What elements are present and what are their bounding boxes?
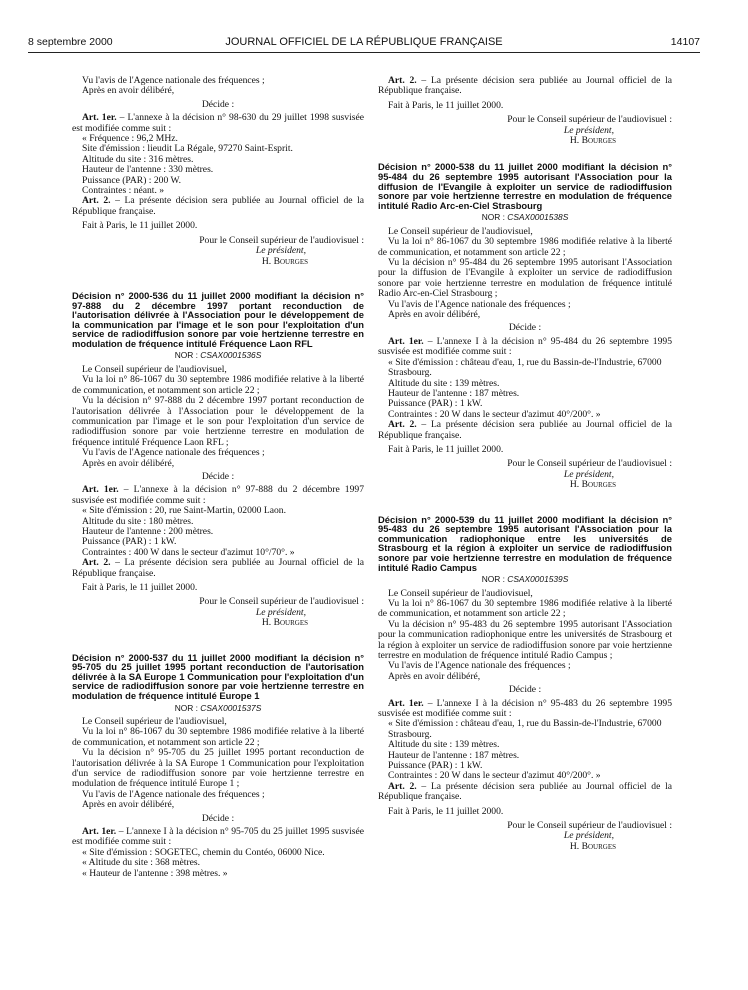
article-text: – L'annexe I à la décision n° 95-483 du 26 septembre 1995 susvisée est modifiée comme suit : (378, 697, 672, 719)
article-1 (378, 699, 672, 720)
article-text: – La présente décision sera publiée au Journal officiel de la République française. (378, 780, 672, 803)
nor-label: NOR : (481, 574, 508, 585)
annex-item: « Site d'émission : SOGETEC, chemin du Contéo, 06000 Nice. (82, 846, 325, 858)
signature-name: H. Bourges (261, 617, 308, 629)
text-line: Le Conseil supérieur de l'audiovisuel, (388, 225, 533, 237)
text-line: Le Conseil supérieur de l'audiovisuel, (82, 363, 227, 375)
signature-name: H. Bourges (569, 135, 616, 147)
article-label: Art. 2. (388, 780, 417, 792)
signature-line: Pour le Conseil supérieur de l'audiovisuel : (199, 234, 364, 246)
article-2 (378, 420, 672, 441)
article-label: Art. 1er. (82, 484, 119, 496)
header-date: 8 septembre 2000 (28, 36, 113, 48)
annex-item: Altitude du site : 316 mètres. (82, 153, 194, 165)
decide-heading: Décide : (508, 684, 542, 696)
text-line: Vu l'avis de l'Agence nationale des fréquences ; (82, 447, 265, 459)
annex-item: Altitude du site : 180 mètres. (82, 515, 194, 527)
article-label: Art. 1er. (388, 335, 424, 347)
left-column (72, 76, 364, 879)
article-1 (72, 485, 364, 506)
text-line: Après en avoir délibéré, (82, 799, 175, 811)
nor-reference (378, 574, 672, 584)
article-label: Art. 2. (82, 195, 111, 207)
signature-title: Le président, (563, 830, 614, 842)
page-number: 14107 (670, 36, 700, 48)
annex-item: Contraintes : 20 W dans le secteur d'azimut 40°/200°. » (388, 770, 601, 782)
text-line: Vu la loi n° 86-1067 du 30 septembre 1986 modifiée relative à la liberté de communication, et notamment son article 22 ; (72, 374, 364, 396)
article-2 (378, 76, 672, 97)
article-label: Art. 2. (388, 75, 417, 86)
text-line: Vu la loi n° 86-1067 du 30 septembre 1986 modifiée relative à la liberté de communication, et notamment son article 22 ; (72, 726, 364, 748)
decision-title: Décision n° 2000-539 du 11 juillet 2000 modifiant la décision n° 95-483 du 26 septembre 1995 autorisant l'Association pour la communication radiophonique entre les universités de Strasbourg et la région à exploiter un service de radiodiffusion sonore par voie hertzienne terrestre en modulation de fréquence intitulé Radio Campus (378, 513, 672, 573)
annex-item: « Altitude du site : 368 mètres. (82, 857, 201, 869)
nor-code: CSAX0001536S (200, 350, 262, 361)
decision-title: Décision n° 2000-537 du 11 juillet 2000 modifiant la décision n° 95-705 du 25 juillet 1995 portant reconduction de l'autorisation délivrée à la SA Europe 1 Communication pour l'exploitation d'un service de radiodiffusion sonore par voie hertzienne terrestre en modulation de fréquence intitulé Europe 1 (72, 651, 364, 701)
article-text: – L'annexe I à la décision n° 95-705 du 25 juillet 1995 susvisée est modifiée comme suit : (72, 826, 365, 848)
annex-item: « Site d'émission : château d'eau, 1, rue du Bassin-de-l'Industrie, 67000 Strasbourg. (388, 718, 662, 740)
text-line: Vu la décision n° 95-483 du 26 septembre 1995 autorisant l'Association pour la communication radiophonique entre les universités de Strasbourg et la région à exploiter un service de radiodiffusion sonore par voie hertzienne terrestre en modulation de fréquence intitulé Radio Campus ; (378, 618, 672, 661)
annex-item: Hauteur de l'antenne : 187 mètres. (388, 387, 520, 399)
text-line: Vu l'avis de l'Agence nationale des fréquences ; (82, 788, 265, 800)
annex-item: Hauteur de l'antenne : 200 mètres. (82, 525, 214, 537)
nor-label: NOR : (174, 702, 201, 713)
text-line: Vu la décision n° 95-484 du 26 septembre 1995 autorisant l'Association pour la diffusion de l'Evangile à exploiter un service de radiodiffusion sonore par voie hertzienne terrestre en modulation de fréquence intitulé Radio Arc-en-Ciel Strasbourg ; (378, 257, 672, 300)
article-2 (378, 782, 672, 803)
annex-item: « Fréquence : 96,2 MHz. (82, 133, 178, 145)
annex-item: Altitude du site : 139 mètres. (388, 739, 500, 751)
annex-item: « Hauteur de l'antenne : 398 mètres. » (82, 867, 228, 879)
nor-code: CSAX0001537S (200, 702, 262, 713)
done-at: Fait à Paris, le 11 juillet 2000. (82, 220, 198, 232)
text-line: Vu la décision n° 95-705 du 25 juillet 1995 portant reconduction de l'autorisation délivrée à la SA Europe 1 Communication pour l'exploitation d'un service de radiodiffusion sonore par voie hertzienne terrestre en modulation de fréquence intitulé Europe 1 ; (72, 747, 364, 790)
signature-name: H. Bourges (569, 840, 616, 852)
nor-reference (378, 212, 672, 222)
signature-name: H. Bourges (261, 255, 308, 267)
done-at: Fait à Paris, le 11 juillet 2000. (388, 443, 504, 455)
nor-code: CSAX0001538S (507, 212, 569, 223)
signature-title: Le président, (563, 468, 614, 480)
text-line: Vu la loi n° 86-1067 du 30 septembre 1986 modifiée relative à la liberté de communication, et notamment son article 22 ; (378, 597, 672, 620)
annex-item: Contraintes : 400 W dans le secteur d'azimut 10°/70°. » (82, 546, 295, 558)
annex-item: Puissance (PAR) : 1 kW. (388, 760, 483, 772)
article-text: – La présente décision sera publiée au Journal officiel de la République française. (378, 75, 672, 97)
article-label: Art. 2. (82, 557, 111, 569)
article-label: Art. 1er. (82, 112, 117, 124)
annex-item: Contraintes : 20 W dans le secteur d'azimut 40°/200°. » (388, 408, 601, 420)
signature-line: Pour le Conseil supérieur de l'audiovisuel : (507, 820, 672, 832)
signature-line: Pour le Conseil supérieur de l'audiovisuel : (199, 596, 364, 608)
article-2 (72, 558, 364, 579)
decision-title: Décision n° 2000-536 du 11 juillet 2000 modifiant la décision n° 97-888 du 2 décembre 1997 portant reconduction de l'autorisation délivrée à l'Association pour le développement de la communication par l'image et le son pour l'exploitation d'un service de radiodiffusion sonore par voie hertzienne terrestre en modulation de fréquence intitulé Fréquence Laon RFL (72, 289, 364, 349)
annex-item: Site d'émission : lieudit La Régale, 97270 Saint-Esprit. (82, 143, 293, 155)
text-line: Le Conseil supérieur de l'audiovisuel, (82, 716, 227, 727)
decide-heading: Décide : (508, 322, 542, 334)
nor-code: CSAX0001539S (507, 574, 569, 585)
done-at: Fait à Paris, le 11 juillet 2000. (82, 582, 198, 593)
text-line: Vu la décision n° 97-888 du 2 décembre 1997 portant reconduction de l'autorisation délivrée à l'Association pour le développement de la communication par l'image et le son pour l'exploitation d'un service de radiodiffusion sonore par voie hertzienne terrestre en modulation de fréquence intitulé Fréquence Laon RFL ; (72, 395, 364, 448)
done-at: Fait à Paris, le 11 juillet 2000. (388, 99, 504, 111)
text-line: Après en avoir délibéré, (82, 457, 175, 469)
text-line: Vu l'avis de l'Agence nationale des fréquences ; (82, 75, 265, 86)
article-text: – L'annexe à la décision n° 97-888 du 2 décembre 1997 susvisée est modifiée comme suit : (72, 484, 364, 506)
annex-item: Contraintes : néant. » (82, 185, 165, 197)
annex-item: « Site d'émission : château d'eau, 1, rue du Bassin-de-l'Industrie, 67000 Strasbourg. (388, 356, 662, 379)
text-line: Après en avoir délibéré, (388, 309, 481, 321)
signature-name: H. Bourges (569, 479, 616, 491)
page-header (28, 36, 700, 50)
text-line: Après en avoir délibéré, (82, 85, 175, 97)
annex-item: Hauteur de l'antenne : 187 mètres. (388, 749, 520, 761)
text-line: Vu l'avis de l'Agence nationale des fréquences ; (388, 660, 571, 672)
annex-item: « Site d'émission : 20, rue Saint-Martin, 02000 Laon. (82, 505, 286, 517)
annex-item: Puissance (PAR) : 200 W. (82, 174, 182, 186)
article-text: – La présente décision sera publiée au Journal officiel de la République française. (72, 557, 365, 579)
text-line: Le Conseil supérieur de l'audiovisuel, (388, 587, 533, 599)
article-label: Art. 1er. (388, 697, 424, 709)
article-label: Art. 2. (388, 419, 417, 431)
nor-label: NOR : (174, 350, 201, 361)
article-text: – L'annexe I à la décision n° 95-484 du 26 septembre 1995 susvisée est modifiée comme suit : (378, 335, 672, 358)
done-at: Fait à Paris, le 11 juillet 2000. (388, 805, 504, 817)
article-text: – La présente décision sera publiée au Journal officiel de la République française. (378, 419, 672, 441)
signature-line: Pour le Conseil supérieur de l'audiovisuel : (507, 458, 672, 470)
annex-item: Altitude du site : 139 mètres. (388, 377, 500, 389)
header-rule (28, 52, 700, 53)
decide-heading: Décide : (201, 470, 235, 482)
article-1 (72, 827, 364, 848)
right-column (378, 76, 672, 852)
decide-heading: Décide : (201, 98, 235, 110)
nor-reference (72, 703, 364, 713)
article-2 (72, 196, 364, 217)
signature-title: Le président, (563, 124, 614, 136)
decide-heading: Décide : (201, 812, 235, 824)
article-text: – L'annexe à la décision n° 98-630 du 29 juillet 1998 susvisée est modifiée comme suit : (72, 112, 364, 134)
decision-title: Décision n° 2000-538 du 11 juillet 2000 modifiant la décision n° 95-484 du 26 septembre 1995 autorisant l'Association pour la diffusion de l'Evangile à exploiter un service de radiodiffusion sonore par voie hertzienne terrestre en modulation de fréquence intitulé Radio Arc-en-Ciel Strasbourg (378, 161, 672, 211)
article-label: Art. 1er. (82, 826, 117, 838)
journal-title: JOURNAL OFFICIEL DE LA RÉPUBLIQUE FRANÇAISE (225, 36, 503, 48)
text-line: Après en avoir délibéré, (388, 670, 481, 682)
annex-item: Hauteur de l'antenne : 330 mètres. (82, 164, 214, 176)
article-1 (378, 337, 672, 358)
nor-label: NOR : (481, 212, 508, 223)
signature-title: Le président, (255, 606, 306, 618)
text-line: Vu l'avis de l'Agence nationale des fréquences ; (388, 298, 571, 310)
nor-reference (72, 350, 364, 360)
article-text: – La présente décision sera publiée au Journal officiel de la République française. (72, 195, 365, 217)
annex-item: Puissance (PAR) : 1 kW. (388, 398, 483, 410)
signature-title: Le président, (255, 245, 306, 257)
annex-item: Puissance (PAR) : 1 kW. (82, 536, 177, 548)
text-line: Vu la loi n° 86-1067 du 30 septembre 1986 modifiée relative à la liberté de communication, et notamment son article 22 ; (378, 236, 672, 258)
signature-line: Pour le Conseil supérieur de l'audiovisuel : (507, 114, 672, 126)
article-1 (72, 113, 364, 134)
